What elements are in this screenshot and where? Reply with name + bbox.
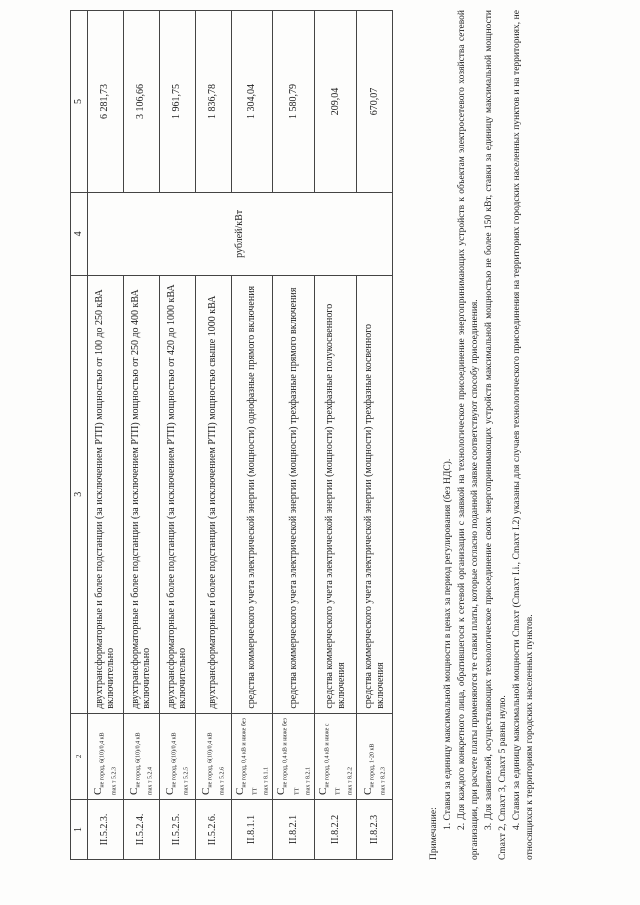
rate-condition: не город, 0,4 кВ и ниже без ТТ bbox=[240, 718, 259, 795]
rate-condition: не город, 0,4 кВ и ниже без ТТ bbox=[282, 718, 301, 795]
rate-subscript: max т 5.2.5 bbox=[182, 767, 189, 795]
table-body bbox=[87, 11, 393, 860]
rotated-document-page bbox=[30, 10, 590, 870]
rate-symbol: C bbox=[200, 787, 213, 795]
row-value: 3 106,66 bbox=[123, 11, 159, 193]
row-value: 6 281,73 bbox=[87, 11, 123, 193]
row-symbol-cell bbox=[123, 713, 159, 799]
rate-symbol: C bbox=[317, 787, 330, 795]
row-code: II.8.2.2 bbox=[315, 799, 357, 859]
rate-subscript: max т 8.2.2 bbox=[347, 767, 354, 795]
row-value: 1 580,79 bbox=[273, 11, 315, 193]
row-code: II.5.2.3. bbox=[87, 799, 123, 859]
rate-symbol: C bbox=[233, 787, 246, 795]
row-description: двухтрансформаторные и более подстанции (за исключением РТП) мощностью свыше 1000 кВА bbox=[195, 275, 231, 713]
table-row bbox=[159, 11, 195, 860]
row-code: II.8.2.1 bbox=[273, 799, 315, 859]
table-row bbox=[273, 11, 315, 860]
header-col-1: 1 bbox=[71, 799, 88, 859]
row-code: II.5.2.6. bbox=[195, 799, 231, 859]
table-row bbox=[231, 11, 273, 860]
rate-subscript: max т 5.2.4 bbox=[146, 767, 153, 795]
header-col-4: 4 bbox=[71, 192, 88, 275]
row-value: 1 304,04 bbox=[231, 11, 273, 193]
row-value: 209,04 bbox=[315, 11, 357, 193]
rate-subscript: max т 8.2.1 bbox=[305, 767, 312, 795]
rate-condition: не город, 0,4 кВ и ниже с ТТ bbox=[324, 723, 342, 795]
note-item: 4. Ставки за единицу максимальной мощности Cmaxт (Cmaxт I.i., Cmaxт I.2) указаны для случаев технологического присоединения на территориях городских населенных пунктов и на территориях, не относящихся к территориям городских населенных пунктов. bbox=[511, 10, 536, 860]
note-item: 3. Для заявителей, осуществляющих технологическое присоединение своих энергопринимающих устройств максимальной мощностью не более 150 кВт, ставки за единицу максимальной мощности Cmaxт 2, Cmaxт 3, Cmaxт 5 равны нулю. bbox=[484, 10, 508, 860]
tariff-table bbox=[70, 10, 393, 860]
row-description: средства коммерческого учета электрической энергии (мощности) однофазные прямого включения bbox=[231, 275, 273, 713]
table-row bbox=[87, 11, 123, 860]
note-item: 2. Для каждого конкретного лица, обратившегося к сетевой организации с заявкой на технологическое присоединение энергопринимающих устройств к объектам электросетевого хозяйства сетевой организации, при расчете платы применяются те ставки платы, которые согласно поданной заявке соответствуют способу присоединения. bbox=[456, 10, 481, 860]
row-symbol-cell bbox=[315, 713, 357, 799]
header-row bbox=[71, 11, 88, 860]
rate-subscript: max т 5.2.6 bbox=[218, 767, 225, 795]
table-row bbox=[195, 11, 231, 860]
row-symbol-cell bbox=[87, 713, 123, 799]
row-description: средства коммерческого учета электрической энергии (мощности) трехфазные полукосвенного включения bbox=[315, 275, 357, 713]
row-value: 1 961,75 bbox=[159, 11, 195, 193]
row-value: 670,07 bbox=[357, 11, 393, 193]
table-row bbox=[357, 11, 393, 860]
rate-condition: не город, 1-20 кВ bbox=[369, 743, 376, 788]
table-row bbox=[315, 11, 357, 860]
rate-symbol: C bbox=[275, 787, 288, 795]
row-description: двухтрансформаторные и более подстанции (за исключением РТП) мощностью от 100 до 250 кВА включительно bbox=[87, 275, 123, 713]
row-symbol-cell bbox=[273, 713, 315, 799]
rate-condition: не город, 6(10)/0,4 кВ bbox=[207, 732, 214, 788]
rate-condition: не город, 6(10)/0,4 кВ bbox=[99, 732, 106, 788]
rate-condition: не город, 6(10)/0,4 кВ bbox=[135, 732, 142, 788]
rate-subscript: max т 5.2.3 bbox=[110, 767, 117, 795]
unit-cell: рублей/кВт bbox=[87, 192, 393, 275]
rate-symbol: C bbox=[361, 787, 374, 795]
row-description: средства коммерческого учета электрической энергии (мощности) трехфазные прямого включения bbox=[273, 275, 315, 713]
header-col-3: 3 bbox=[71, 275, 88, 713]
header-col-5: 5 bbox=[71, 11, 88, 193]
row-description: средства коммерческого учета электрической энергии (мощности) трехфазные косвенного включения bbox=[357, 275, 393, 713]
header-col-2: 2 bbox=[71, 713, 88, 799]
notes-section bbox=[428, 10, 538, 860]
rate-symbol: C bbox=[164, 787, 177, 795]
table-row bbox=[123, 11, 159, 860]
row-description: двухтрансформаторные и более подстанции (за исключением РТП) мощностью от 420 до 1000 кВА включительно bbox=[159, 275, 195, 713]
row-value: 1 836,78 bbox=[195, 11, 231, 193]
row-code: II.8.2.3 bbox=[357, 799, 393, 859]
note-item: 1. Ставки за единицу максимальной мощности в ценах за период регулирования (без НДС). bbox=[442, 458, 453, 830]
rate-condition: не город, 6(10)/0,4 кВ bbox=[171, 732, 178, 788]
row-description: двухтрансформаторные и более подстанции (за исключением РТП) мощностью от 250 до 400 кВА включительно bbox=[123, 275, 159, 713]
row-symbol-cell bbox=[357, 713, 393, 799]
notes-heading: Примечание: bbox=[429, 807, 439, 860]
row-code: II.5.2.5. bbox=[159, 799, 195, 859]
rate-symbol: C bbox=[92, 787, 105, 795]
row-code: II.8.1.1 bbox=[231, 799, 273, 859]
row-symbol-cell bbox=[231, 713, 273, 799]
row-code: II.5.2.4. bbox=[123, 799, 159, 859]
row-symbol-cell bbox=[159, 713, 195, 799]
rate-subscript: max т 8.2.3 bbox=[380, 767, 387, 795]
row-symbol-cell bbox=[195, 713, 231, 799]
rate-subscript: max т 8.1.1 bbox=[263, 767, 270, 795]
rate-symbol: C bbox=[128, 787, 141, 795]
